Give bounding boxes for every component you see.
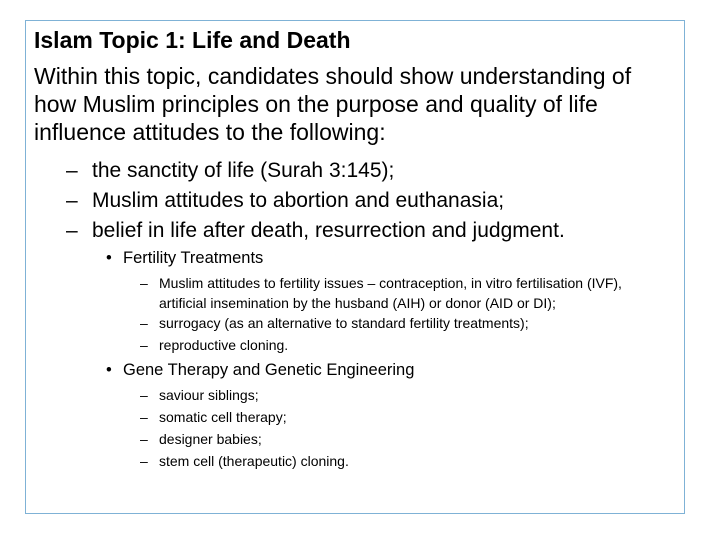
sub-item-text: designer babies; [159,431,262,447]
main-point [66,188,504,214]
sub-item-text: reproductive cloning. [159,337,289,353]
dash-marker: – [140,453,148,469]
dash-marker: – [140,409,148,425]
sub-item-text: saviour siblings; [159,387,259,403]
sub-item-text: somatic cell therapy; [159,409,287,425]
dash-marker: – [66,159,78,182]
dash-marker: – [140,387,148,403]
dash-marker: – [140,275,148,291]
sub-item-text: stem cell (therapeutic) cloning. [159,453,349,469]
dash-marker: – [140,431,148,447]
bullet-marker: • [106,361,112,379]
main-point-text: belief in life after death, resurrection and judgment. [92,219,565,242]
main-point [66,158,394,184]
section-heading-text: Gene Therapy and Genetic Engineering [123,361,415,379]
section-heading [106,360,414,380]
sub-item-text: surrogacy (as an alternative to standard fertility treatments); [159,315,529,331]
sub-item-text: Muslim attitudes to fertility issues – contraception, in vitro fertilisation (IVF), artificial insemination by the husband (AIH) or donor (AID or DI); [159,275,622,311]
section-heading [106,248,263,268]
page-title: Islam Topic 1: Life and Death [34,27,351,53]
dash-marker: – [140,337,148,353]
dash-marker: – [140,315,148,331]
main-point-text: Muslim attitudes to abortion and euthanasia; [92,189,505,212]
bullet-marker: • [106,249,112,267]
dash-marker: – [66,219,78,242]
main-point [66,218,565,244]
dash-marker: – [66,189,78,212]
main-point-text: the sanctity of life (Surah 3:145); [92,159,395,182]
intro-paragraph: Within this topic, candidates should show understanding of how Muslim principles on the purpose and quality of life influence attitudes to the following: [34,63,632,145]
section-heading-text: Fertility Treatments [123,249,264,267]
